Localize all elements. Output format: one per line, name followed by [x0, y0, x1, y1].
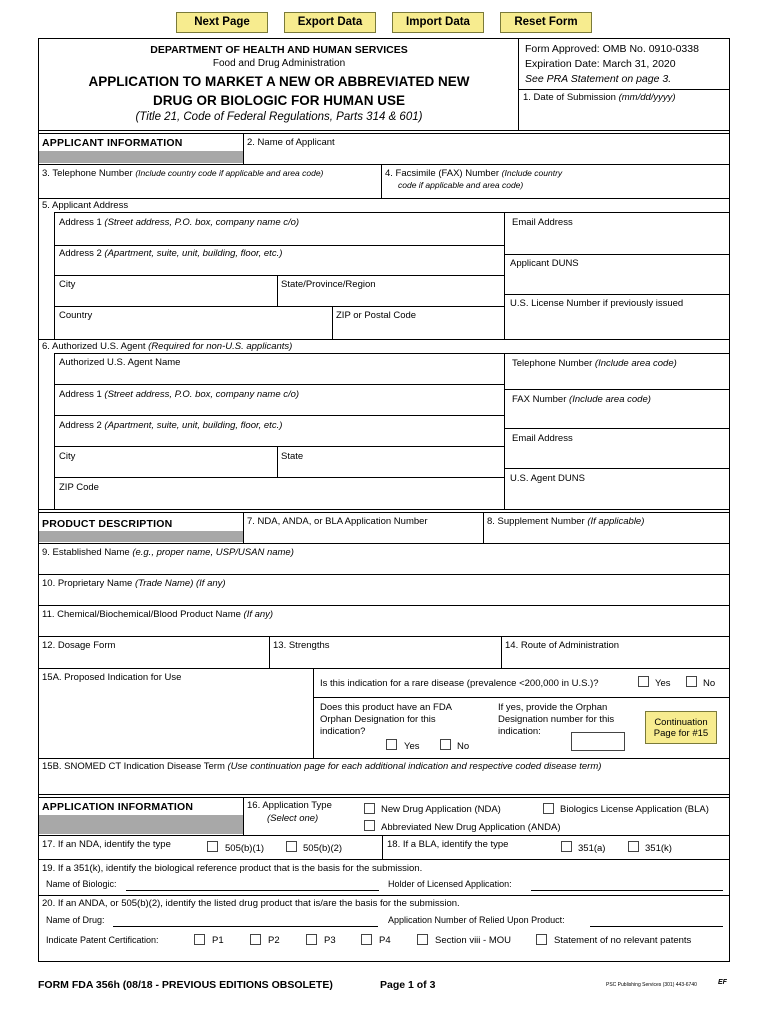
- divider: [54, 306, 504, 307]
- agency-name: Food and Drug Administration: [212, 58, 346, 69]
- applicant-name-label: 2. Name of Applicant: [247, 137, 335, 148]
- divider: [38, 797, 730, 798]
- p4-label: P4: [379, 935, 391, 946]
- nda-type-label: 17. If an NDA, identify the type: [42, 839, 171, 850]
- applicant-email-label: Email Address: [512, 217, 573, 228]
- divider: [38, 164, 730, 165]
- agent-duns-label: U.S. Agent DUNS: [510, 473, 585, 484]
- rare-no-checkbox[interactable]: [686, 676, 697, 687]
- divider: [483, 512, 484, 543]
- route-label: 14. Route of Administration: [505, 640, 620, 651]
- proprietary-name-label: 10. Proprietary Name (Trade Name) (If any): [42, 578, 226, 589]
- divider: [54, 384, 504, 385]
- 351k-label: 351(k): [645, 843, 672, 854]
- section-shade: [39, 151, 243, 163]
- p3-label: P3: [324, 935, 336, 946]
- nda-checkbox[interactable]: [364, 803, 375, 814]
- telephone-label: 3. Telephone Number (Include country code if applicable and area code): [42, 168, 324, 179]
- rare-disease-question: Is this indication for a rare disease (prevalence <200,000 in U.S.)?: [320, 678, 599, 689]
- continuation-line2: Page for #15: [653, 728, 709, 739]
- application-type-hint: (Select one): [267, 813, 319, 824]
- divider: [38, 636, 730, 637]
- orphan-number-line2: Designation number for this: [498, 714, 615, 725]
- nda-label: New Drug Application (NDA): [381, 804, 501, 815]
- agent-phone-label: Telephone Number (Include area code): [512, 358, 677, 369]
- section-shade: [39, 531, 243, 542]
- divider: [269, 636, 270, 668]
- divider: [38, 543, 730, 544]
- no-relevant-patents-checkbox[interactable]: [536, 934, 547, 945]
- 505b2-label: 505(b)(2): [303, 843, 343, 854]
- drug-name-input[interactable]: [113, 926, 378, 927]
- section-viii-checkbox[interactable]: [417, 934, 428, 945]
- holder-label: Holder of Licensed Application:: [388, 879, 512, 889]
- divider: [504, 428, 730, 429]
- continuation-line1: Continuation: [654, 717, 708, 728]
- divider: [382, 835, 383, 859]
- applicant-address2-label: Address 2 (Apartment, suite, unit, building, floor, etc.): [59, 248, 283, 259]
- divider: [504, 389, 730, 390]
- p1-label: P1: [212, 935, 224, 946]
- divider: [38, 133, 730, 134]
- agent-zip-label: ZIP Code: [59, 482, 99, 493]
- orphan-number-input[interactable]: [571, 732, 625, 751]
- divider: [518, 89, 730, 90]
- application-type-label: 16. Application Type: [247, 800, 332, 811]
- export-data-button[interactable]: Export Data: [284, 12, 376, 33]
- proposed-indication-label: 15A. Proposed Indication for Use: [42, 672, 182, 683]
- biologic-name-label: Name of Biologic:: [46, 879, 117, 889]
- no-relevant-patents-label: Statement of no relevant patents: [554, 935, 692, 946]
- fax-hint-line2: code if applicable and area code): [398, 180, 524, 190]
- agent-address1-label: Address 1 (Street address, P.O. box, company name c/o): [59, 389, 300, 400]
- divider: [313, 668, 314, 758]
- divider: [54, 415, 504, 416]
- divider: [332, 306, 333, 339]
- divider: [501, 636, 502, 668]
- omb-number: Form Approved: OMB No. 0910-0338: [525, 43, 699, 55]
- strengths-label: 13. Strengths: [273, 640, 330, 651]
- divider: [54, 245, 504, 246]
- applicant-city-label: City: [59, 279, 76, 290]
- biological-reference-label: 19. If a 351(k), identify the biological reference product that is the basis for the submission.: [42, 863, 423, 874]
- applicant-section-heading: APPLICANT INFORMATION: [42, 137, 183, 149]
- psc-publishing: PSC Publishing Services (301) 443-6740: [606, 982, 697, 988]
- applicant-address-label: 5. Applicant Address: [42, 200, 129, 211]
- divider: [504, 254, 730, 255]
- p2-label: P2: [268, 935, 280, 946]
- holder-input[interactable]: [531, 890, 723, 891]
- p3-checkbox[interactable]: [306, 934, 317, 945]
- date-of-submission-label: 1. Date of Submission (mm/dd/yyyy): [523, 92, 676, 103]
- divider: [504, 212, 505, 339]
- divider: [54, 446, 504, 447]
- listed-drug-label: 20. If an ANDA, or 505(b)(2), identify the listed drug product that is/are the basis for the submission.: [42, 898, 460, 909]
- 505b1-label: 505(b)(1): [225, 843, 265, 854]
- product-section-heading: PRODUCT DESCRIPTION: [42, 518, 173, 530]
- applicant-zip-label: ZIP or Postal Code: [336, 310, 417, 321]
- divider: [243, 797, 244, 835]
- rare-no-label: No: [703, 678, 716, 689]
- divider: [313, 697, 730, 698]
- orphan-number-line1: If yes, provide the Orphan: [498, 702, 608, 713]
- 505b2-checkbox[interactable]: [286, 841, 297, 852]
- divider: [38, 512, 730, 513]
- agent-email-label: Email Address: [512, 433, 573, 444]
- 351a-label: 351(a): [578, 843, 606, 854]
- divider: [277, 275, 278, 306]
- biologic-name-input[interactable]: [126, 890, 379, 891]
- agent-state-label: State: [281, 451, 304, 462]
- divider: [38, 895, 730, 896]
- import-data-button[interactable]: Import Data: [392, 12, 484, 33]
- supplement-number-label: 8. Supplement Number (If applicable): [487, 516, 645, 527]
- anda-checkbox[interactable]: [364, 820, 375, 831]
- bla-checkbox[interactable]: [543, 803, 554, 814]
- divider: [54, 353, 730, 354]
- agent-label: 6. Authorized U.S. Agent (Required for non-U.S. applicants): [42, 341, 293, 352]
- applicant-country-label: Country: [59, 310, 93, 321]
- divider: [38, 794, 730, 795]
- 505b1-checkbox[interactable]: [207, 841, 218, 852]
- divider: [38, 574, 730, 575]
- 351a-checkbox[interactable]: [561, 841, 572, 852]
- orphan-yes-checkbox[interactable]: [386, 739, 397, 750]
- divider: [504, 353, 505, 509]
- divider: [504, 468, 730, 469]
- orphan-question-line1: Does this product have an FDA: [320, 702, 453, 713]
- divider: [54, 212, 730, 213]
- page-number: Page 1 of 3: [380, 979, 436, 991]
- divider: [54, 353, 55, 509]
- form-number: FORM FDA 356h (08/18 - PREVIOUS EDITIONS OBSOLETE): [38, 979, 333, 991]
- agent-fax-label: FAX Number (Include area code): [512, 394, 651, 405]
- divider: [54, 275, 504, 276]
- header-divider: [518, 38, 519, 130]
- application-section-heading: APPLICATION INFORMATION: [42, 801, 194, 813]
- continuation-page-button[interactable]: [645, 711, 717, 744]
- anda-label: Abbreviated New Drug Application (ANDA): [381, 822, 561, 833]
- relied-product-label: Application Number of Relied Upon Product:: [388, 915, 565, 925]
- divider: [243, 512, 244, 543]
- form-title-line1: APPLICATION TO MARKET A NEW OR ABBREVIATED NEW: [88, 74, 470, 89]
- rare-yes-label: Yes: [655, 678, 671, 689]
- divider: [38, 339, 730, 340]
- divider: [381, 164, 382, 198]
- application-number-label: 7. NDA, ANDA, or BLA Application Number: [247, 516, 428, 527]
- divider: [277, 446, 278, 477]
- rare-yes-checkbox[interactable]: [638, 676, 649, 687]
- divider: [243, 133, 244, 164]
- expiration-date: Expiration Date: March 31, 2020: [525, 58, 676, 70]
- divider: [38, 198, 730, 199]
- p2-checkbox[interactable]: [250, 934, 261, 945]
- 351k-checkbox[interactable]: [628, 841, 639, 852]
- divider: [38, 835, 730, 836]
- orphan-yes-label: Yes: [404, 741, 420, 752]
- established-name-label: 9. Established Name (e.g., proper name, USP/USAN name): [42, 547, 294, 558]
- p1-checkbox[interactable]: [194, 934, 205, 945]
- divider: [38, 605, 730, 606]
- drug-name-label: Name of Drug:: [46, 915, 105, 925]
- orphan-number-line3: indication:: [498, 726, 541, 737]
- bla-type-label: 18. If a BLA, identify the type: [387, 839, 509, 850]
- applicant-state-label: State/Province/Region: [281, 279, 376, 290]
- patent-certification-label: Indicate Patent Certification:: [46, 935, 159, 945]
- snomed-label: 15B. SNOMED CT Indication Disease Term (Use continuation page for each additional indication and respective coded disease term): [42, 761, 602, 772]
- pra-statement: See PRA Statement on page 3.: [525, 73, 672, 85]
- orphan-question-line2: Orphan Designation for this: [320, 714, 436, 725]
- date-of-submission-input[interactable]: [520, 104, 728, 128]
- dept-name: DEPARTMENT OF HEALTH AND HUMAN SERVICES: [150, 44, 408, 56]
- divider: [38, 130, 730, 131]
- applicant-address1-label: Address 1 (Street address, P.O. box, company name c/o): [59, 217, 300, 228]
- divider: [38, 509, 730, 510]
- agent-address2-label: Address 2 (Apartment, suite, unit, building, floor, etc.): [59, 420, 283, 431]
- form-subtitle: (Title 21, Code of Federal Regulations, Parts 314 & 601): [135, 111, 423, 123]
- orphan-question-line3: indication?: [320, 726, 366, 737]
- applicant-duns-label: Applicant DUNS: [510, 258, 579, 269]
- orphan-no-label: No: [457, 741, 470, 752]
- agent-name-label: Authorized U.S. Agent Name: [59, 357, 181, 368]
- orphan-no-checkbox[interactable]: [440, 739, 451, 750]
- divider: [38, 668, 730, 669]
- agent-city-label: City: [59, 451, 76, 462]
- p4-checkbox[interactable]: [361, 934, 372, 945]
- form-title-line2: DRUG OR BIOLOGIC FOR HUMAN USE: [153, 93, 405, 108]
- dosage-form-label: 12. Dosage Form: [42, 640, 116, 651]
- divider: [38, 859, 730, 860]
- section-shade: [39, 815, 243, 834]
- applicant-license-label: U.S. License Number if previously issued: [510, 298, 684, 309]
- chemical-name-label: 11. Chemical/Biochemical/Blood Product Name (If any): [42, 609, 274, 620]
- applicant-name-input[interactable]: [247, 149, 727, 162]
- divider: [38, 758, 730, 759]
- section-viii-label: Section viii - MOU: [435, 935, 512, 946]
- divider: [504, 294, 730, 295]
- ef-mark: EF: [718, 979, 727, 986]
- bla-label: Biologics License Application (BLA): [560, 804, 709, 815]
- divider: [54, 477, 504, 478]
- reset-form-button[interactable]: Reset Form: [500, 12, 592, 33]
- next-page-button[interactable]: Next Page: [176, 12, 268, 33]
- relied-product-input[interactable]: [590, 926, 723, 927]
- fax-label: 4. Facsimile (FAX) Number (Include country: [385, 168, 563, 179]
